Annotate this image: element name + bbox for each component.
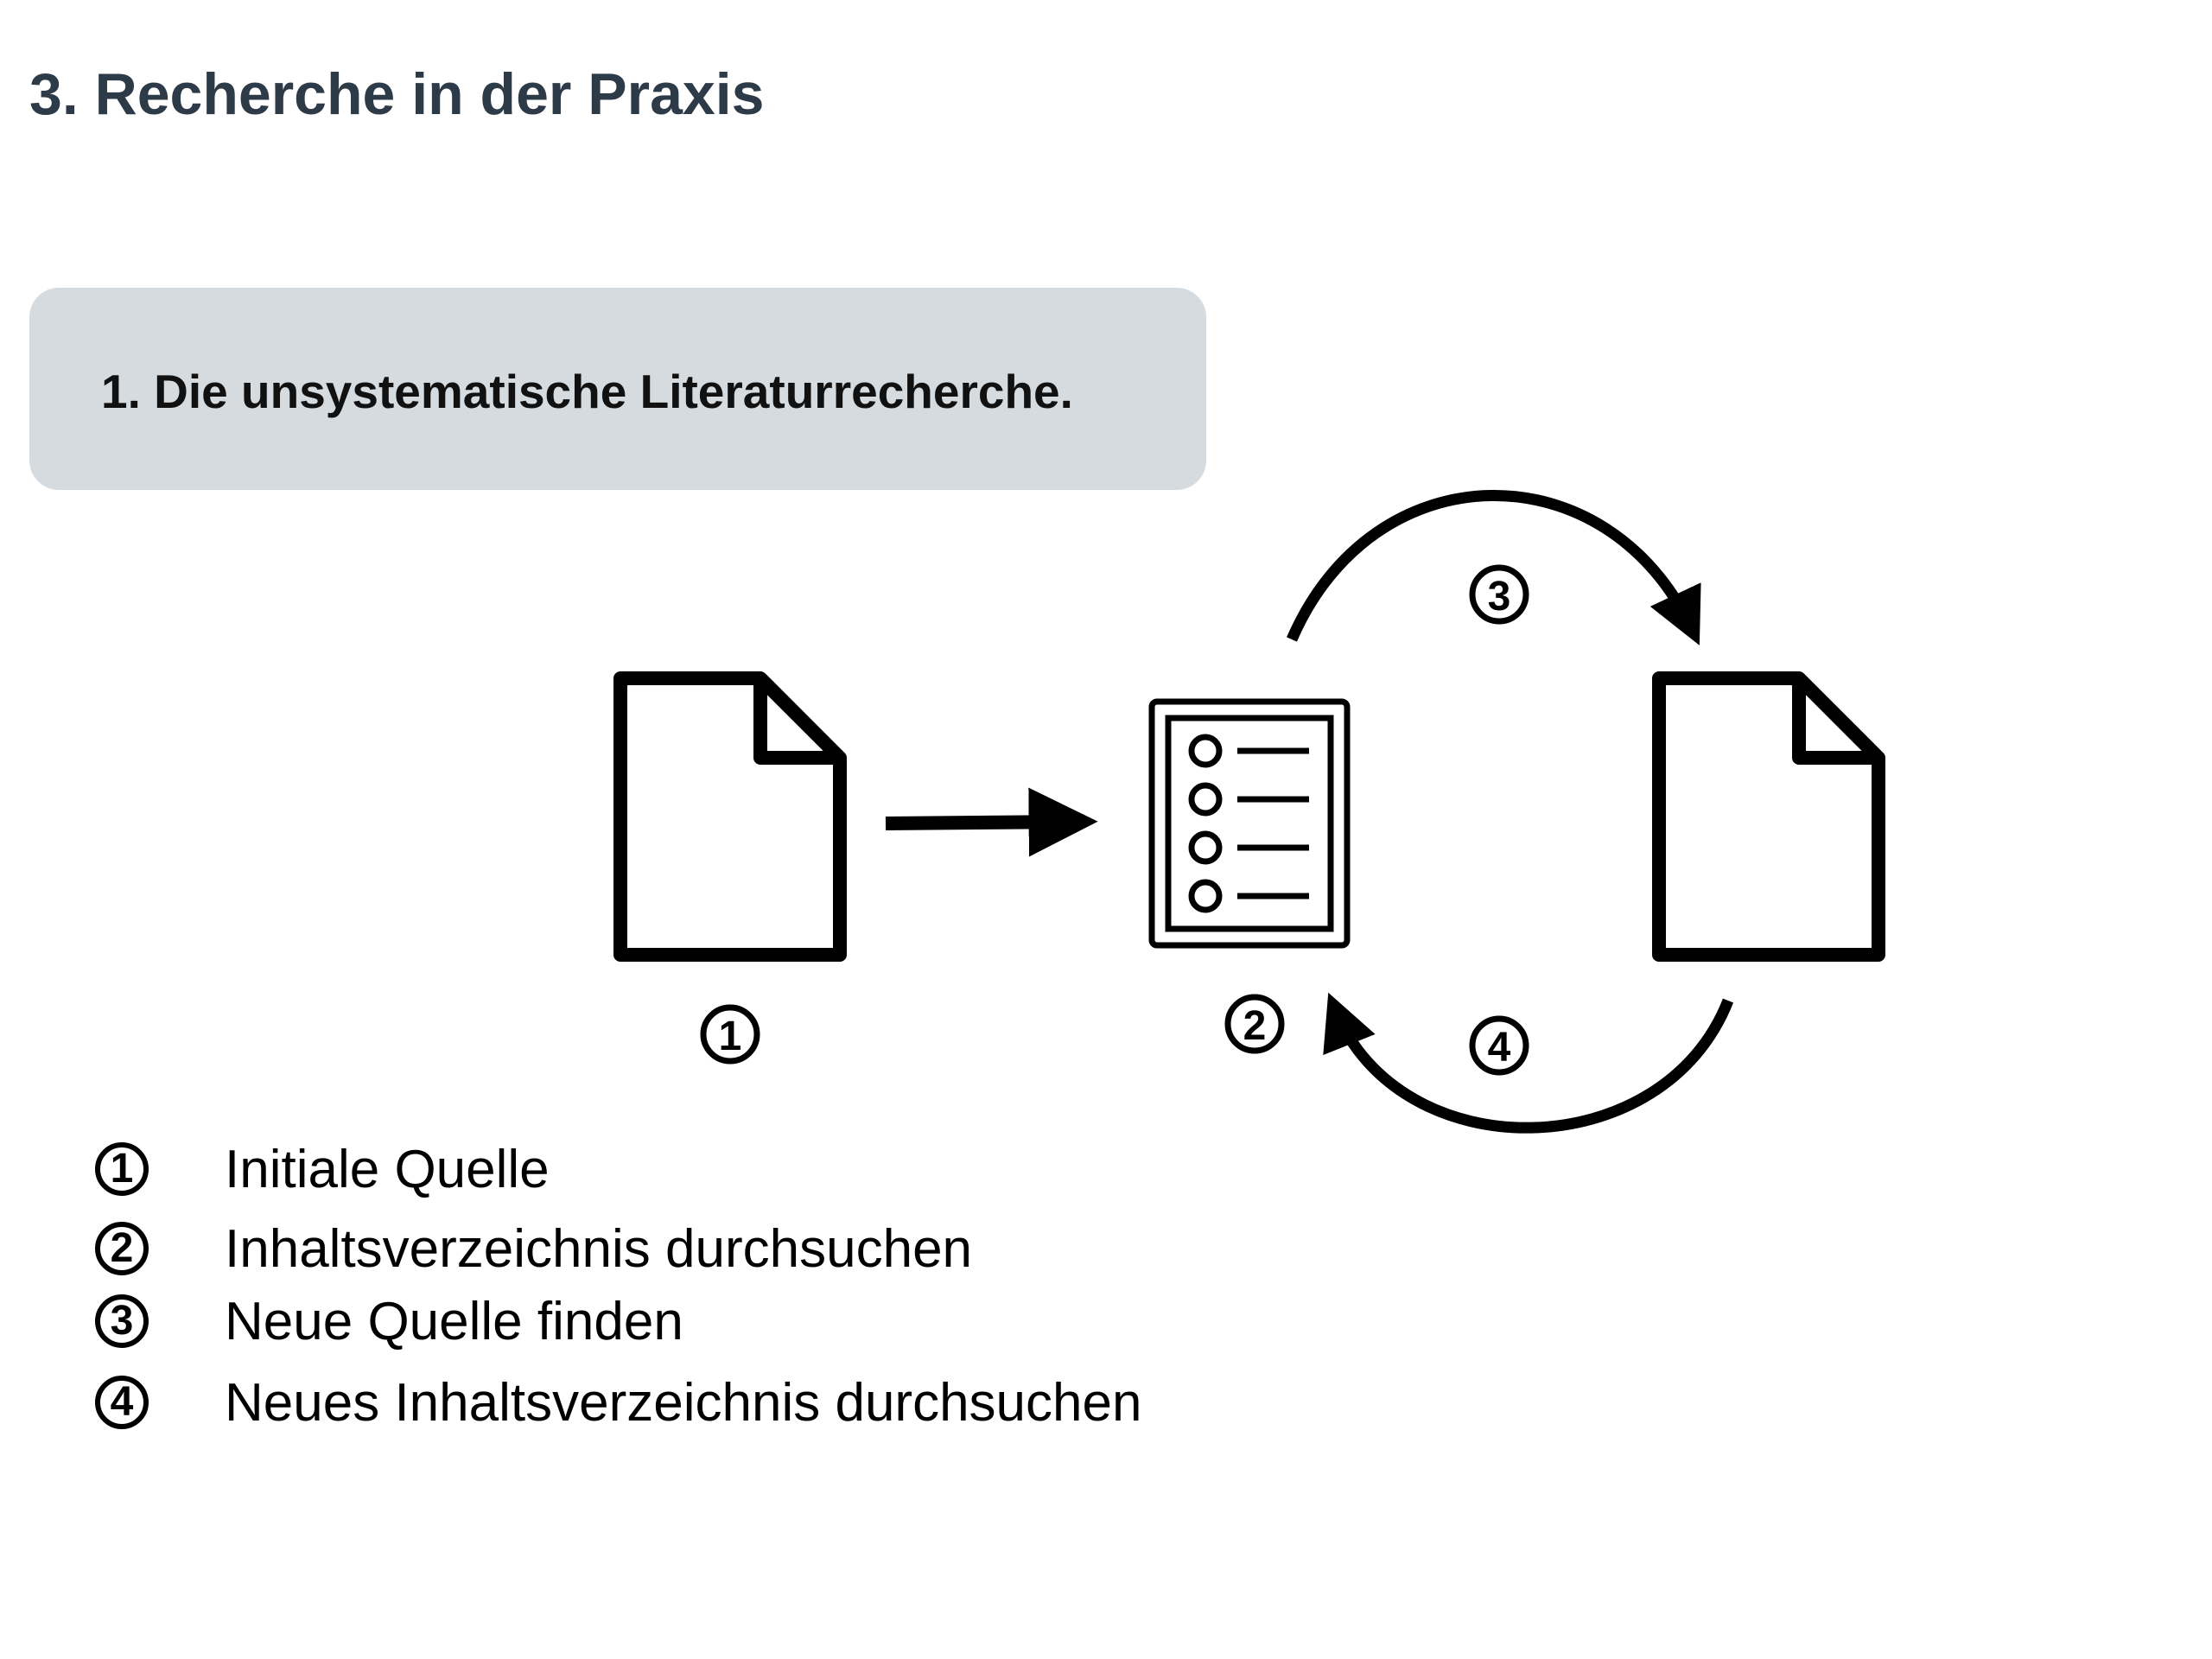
diagram-number-3-text: 3 — [1487, 574, 1511, 620]
legend-label-3: Neue Quelle finden — [225, 1292, 683, 1351]
diagram-number-1 — [703, 1007, 757, 1061]
diagram-number-2 — [1228, 997, 1281, 1051]
legend-number-4: 4 — [95, 1376, 149, 1429]
arc-arrow-search-new-toc — [1335, 1001, 1728, 1128]
legend-label-4: Neues Inhaltsverzeichnis durchsuchen — [225, 1373, 1142, 1433]
table-of-contents-list-document-icon — [1152, 702, 1347, 945]
initial-source-document-icon — [620, 678, 840, 955]
diagram-number-3 — [1472, 568, 1526, 621]
diagram-number-4-text: 4 — [1487, 1025, 1511, 1071]
legend-number-3: 3 — [95, 1294, 149, 1348]
subtitle-text: 1. Die unsystematische Literaturrecherche. — [101, 365, 1073, 418]
legend-number-2: 2 — [95, 1222, 149, 1275]
new-source-document-icon — [1659, 678, 1878, 955]
legend-number-1: 1 — [95, 1142, 149, 1196]
diagram-number-1-text: 1 — [718, 1014, 742, 1059]
arrow-to-toc — [886, 822, 1076, 823]
legend-label-1: Initiale Quelle — [225, 1140, 550, 1199]
diagram-number-4 — [1472, 1019, 1526, 1072]
diagram-number-2-text: 2 — [1243, 1003, 1267, 1049]
legend-label-2: Inhaltsverzeichnis durchsuchen — [225, 1219, 973, 1279]
page-title: 3. Recherche in der Praxis — [29, 61, 765, 127]
